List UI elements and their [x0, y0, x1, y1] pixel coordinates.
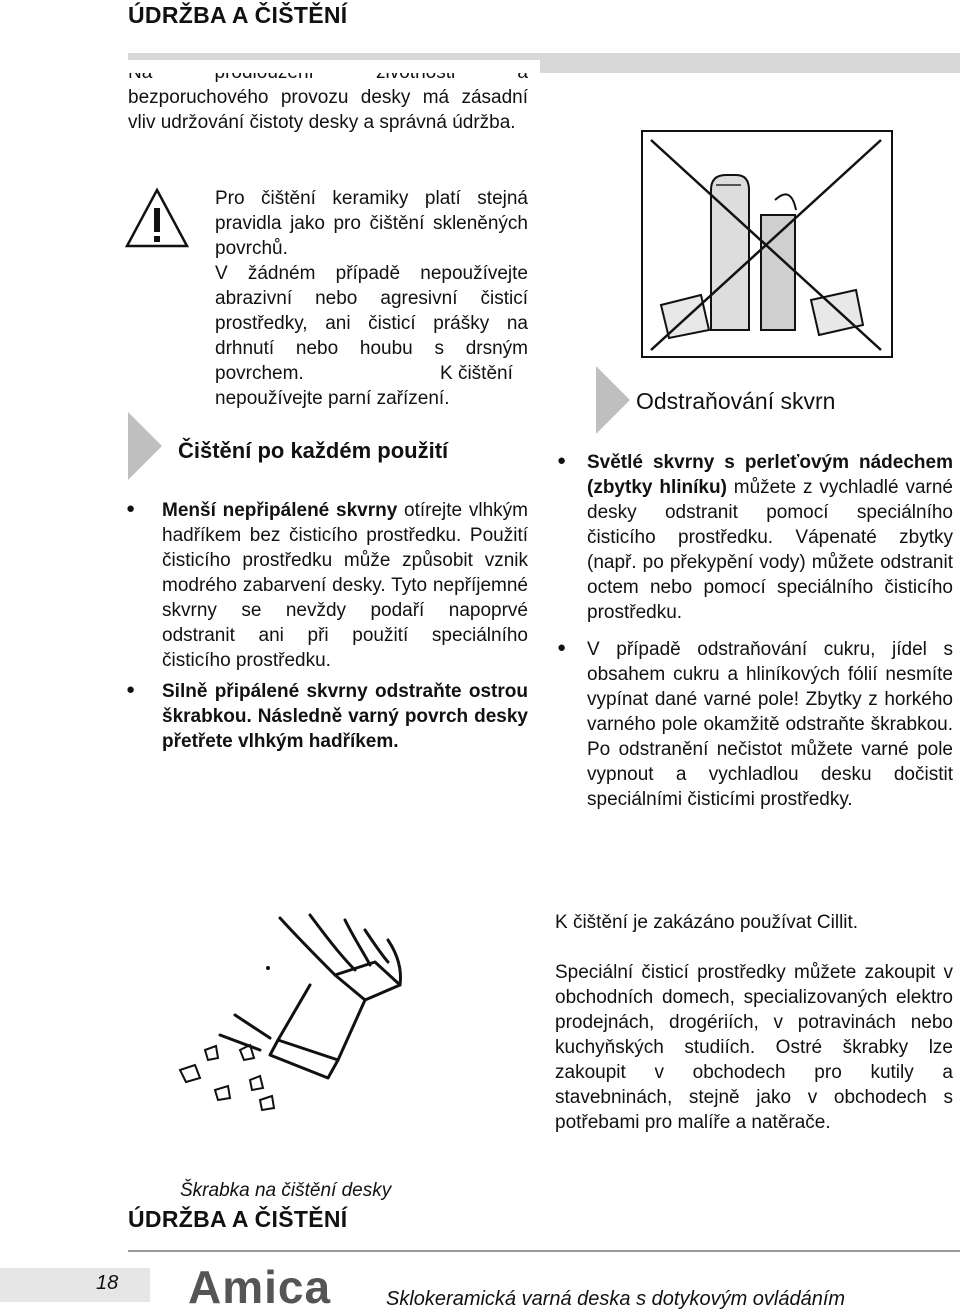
page-title-repeat: ÚDRŽBA A ČIŠTĚNÍ	[128, 1206, 348, 1232]
scraper-caption: Škrabka na čištění desky	[180, 1180, 392, 1201]
page-number: 18	[96, 1272, 119, 1294]
warning-triangle-icon	[124, 186, 190, 250]
section-title-stains: Odstraňování skvrn	[636, 388, 836, 414]
list-item	[557, 450, 953, 625]
intro-mask	[128, 60, 548, 73]
intro-text: bezporuchového provozu desky má zásadní vliv udržování čistoty desky a správná údržba.	[128, 87, 528, 133]
purchase-text: Speciální čisticí prostředky můžete zakoupit v obchodních domech, specializovaných elektro prodejnách, drogériích, v potravinách nebo kuchyňských studiích. Ostré škrabky lze zakoupit v obchodech pro kutily a stavebninách, stejně jako v obchodech s potřebami pro malíře a natěrače.	[555, 962, 953, 1133]
brand-logo: Amica	[188, 1261, 332, 1313]
item-text: otírejte vlhkým hadříkem bez čisticího prostředku. Použití čisticího prostředku může způsobit vznik modrého zabarvení desky. Tyto nepříjemné skvrny se nevždy podaří napoprvé odstranit ani při použití speciálního čisticího prostředku.	[162, 500, 528, 671]
warning-p2-tail: K čištění	[440, 363, 513, 384]
item-bold: Silně připálené skvrny odstraňte ostrou škrabkou. Následně varný povrch desky přetřete vlhkým hadříkem.	[162, 681, 528, 752]
page-title: ÚDRŽBA A ČIŠTĚNÍ	[128, 2, 348, 28]
page-number-box	[0, 1268, 150, 1302]
list-item	[126, 498, 528, 673]
item-bold: Menší nepřipálené skvrny	[162, 500, 398, 521]
item-text: můžete z vychladlé varné desky odstranit pomocí speciálního čisticího prostředku. Vápenaté zbytky (např. po překypění vody) můžete odstranit octem nebo pomocí speciálního čisticího prostředku.	[587, 477, 953, 623]
section-arrow-marker	[128, 412, 162, 480]
item-bold: Světlé skvrny s perleťovým nádechem (zbytky hliníku)	[587, 452, 953, 498]
section-arrow-marker	[596, 366, 630, 434]
purchase-note	[555, 960, 953, 1135]
footer-divider	[128, 1250, 960, 1252]
cleaning-list	[126, 498, 528, 760]
bullet-icon: ●	[126, 500, 136, 517]
item-text: V případě odstraňování cukru, jídel s obsahem cukru a hliníkových fólií nesmíte vypínat dané varné pole! Zbytky z horkého varného pole okamžitě odstraňte škrabkou. Po odstranění nečistot můžete varné pole vypnout a vychladlou desku dočistit speciálními čisticími prostředky.	[587, 639, 953, 810]
warning-p1: Pro čištění keramiky platí stejná pravidla jako pro čištění skleněných povrchů.	[215, 188, 528, 259]
bullet-icon: ●	[557, 639, 567, 656]
prohibited-cleaners-image	[641, 130, 893, 358]
list-item	[126, 679, 528, 754]
warning-text	[215, 186, 528, 386]
bullet-icon: ●	[126, 681, 136, 698]
warning-p3: nepoužívejte parní zařízení.	[215, 388, 450, 409]
warning-p2: V žádném případě nepoužívejte abrazivní nebo agresivní čisticí prostředky, ani čisticí prášky na drhnutí nebo houbu s drsným povrchem.	[215, 263, 528, 384]
header-bar-overlay	[540, 53, 960, 73]
document-title: Sklokeramická varná deska s dotykovým ovládáním	[386, 1288, 846, 1310]
scraper-illustration	[160, 900, 480, 1150]
cillit-note: K čištění je zakázáno používat Cillit.	[555, 912, 859, 933]
list-item	[557, 637, 953, 812]
bullet-icon: ●	[557, 452, 567, 469]
section-title-cleaning: Čištění po každém použití	[178, 438, 449, 463]
stains-list	[557, 450, 953, 818]
